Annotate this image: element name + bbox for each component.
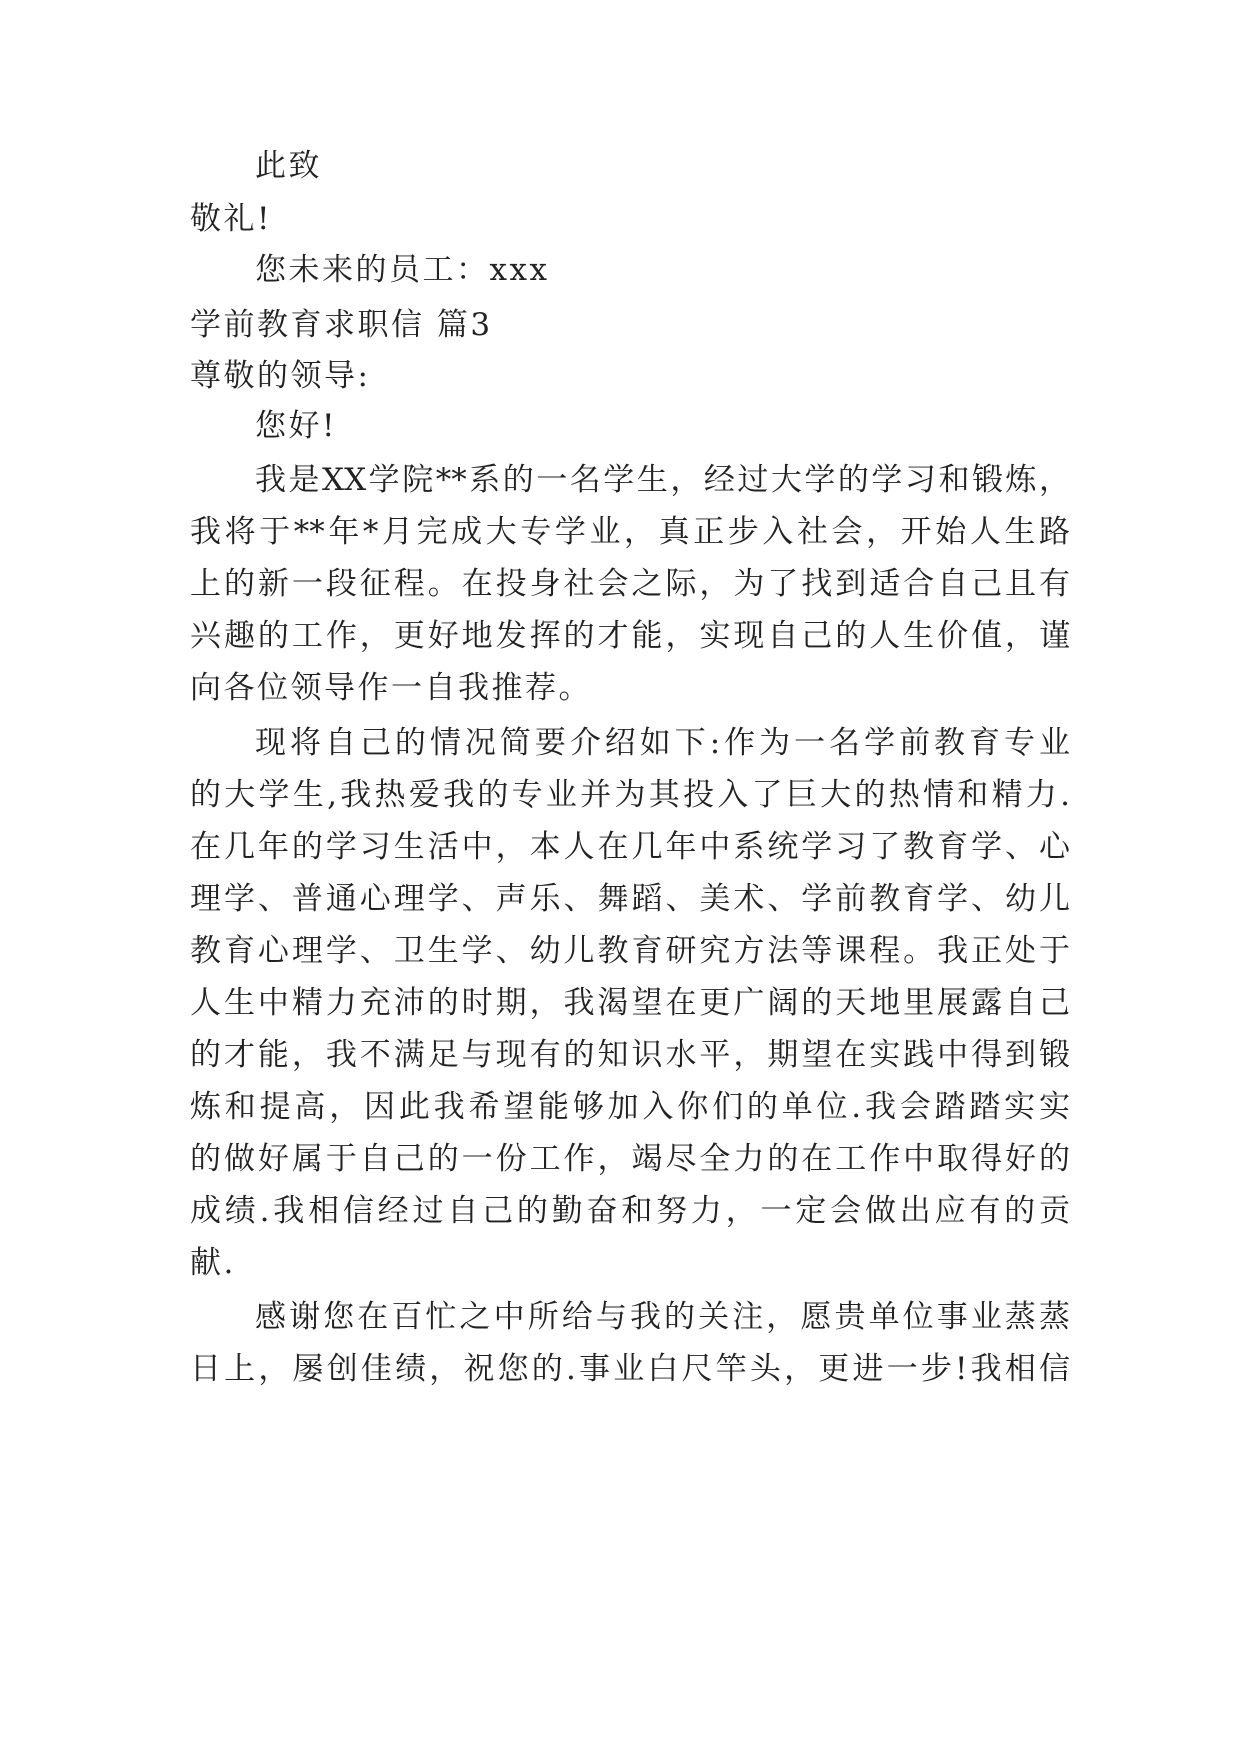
paragraph-line: 我将于**年*月完成大专学业，真正步入社会，开始人生路	[190, 514, 1070, 550]
paragraph-line: 的做好属于自己的一份工作，竭尽全力的在工作中取得好的	[190, 1141, 1070, 1177]
paragraph-line: 理学、普通心理学、声乐、舞蹈、美术、学前教育学、幼儿	[190, 881, 1070, 917]
signature-line: 您未来的员工：xxx	[255, 252, 550, 288]
paragraph-line: 向各位领导作一自我推荐。	[190, 670, 592, 706]
paragraph-line: 兴趣的工作，更好地发挥的才能，实现自己的人生价值，谨	[190, 618, 1070, 654]
paragraph-line: 人生中精力充沛的时期，我渴望在更广阔的天地里展露自己	[190, 985, 1070, 1021]
paragraph-line: 献.	[190, 1245, 236, 1281]
paragraph-line: 的大学生,我热爱我的专业并为其投入了巨大的热情和精力.	[190, 777, 1070, 813]
closing-respect: 敬礼!	[190, 201, 272, 237]
paragraph-line: 在几年的学习生活中，本人在几年中系统学习了教育学、心	[190, 829, 1070, 865]
paragraph-line: 成绩.我相信经过自己的勤奋和努力，一定会做出应有的贡	[190, 1193, 1070, 1229]
paragraph-line: 上的新一段征程。在投身社会之际，为了找到适合自己且有	[190, 566, 1070, 602]
paragraph-line: 我是XX学院**系的一名学生，经过大学的学习和锻炼，	[255, 462, 1070, 498]
paragraph-line: 教育心理学、卫生学、幼儿教育研究方法等课程。我正处于	[190, 933, 1070, 969]
paragraph-line: 现将自己的情况简要介绍如下:作为一名学前教育专业	[255, 725, 1070, 761]
paragraph-line: 的才能，我不满足与现有的知识水平，期望在实践中得到锻	[190, 1037, 1070, 1073]
paragraph-line: 感谢您在百忙之中所给与我的关注，愿贵单位事业蒸蒸	[255, 1299, 1070, 1335]
paragraph-line: 炼和提高，因此我希望能够加入你们的单位.我会踏踏实实	[190, 1089, 1070, 1125]
letter-addressee: 尊敬的领导:	[190, 358, 371, 394]
letter-greeting: 您好!	[255, 408, 337, 444]
closing-salutation: 此致	[255, 148, 322, 184]
section-title: 学前教育求职信 篇3	[190, 307, 493, 343]
paragraph-line: 日上，屡创佳绩，祝您的.事业白尺竿头，更进一步!我相信	[190, 1351, 1070, 1387]
